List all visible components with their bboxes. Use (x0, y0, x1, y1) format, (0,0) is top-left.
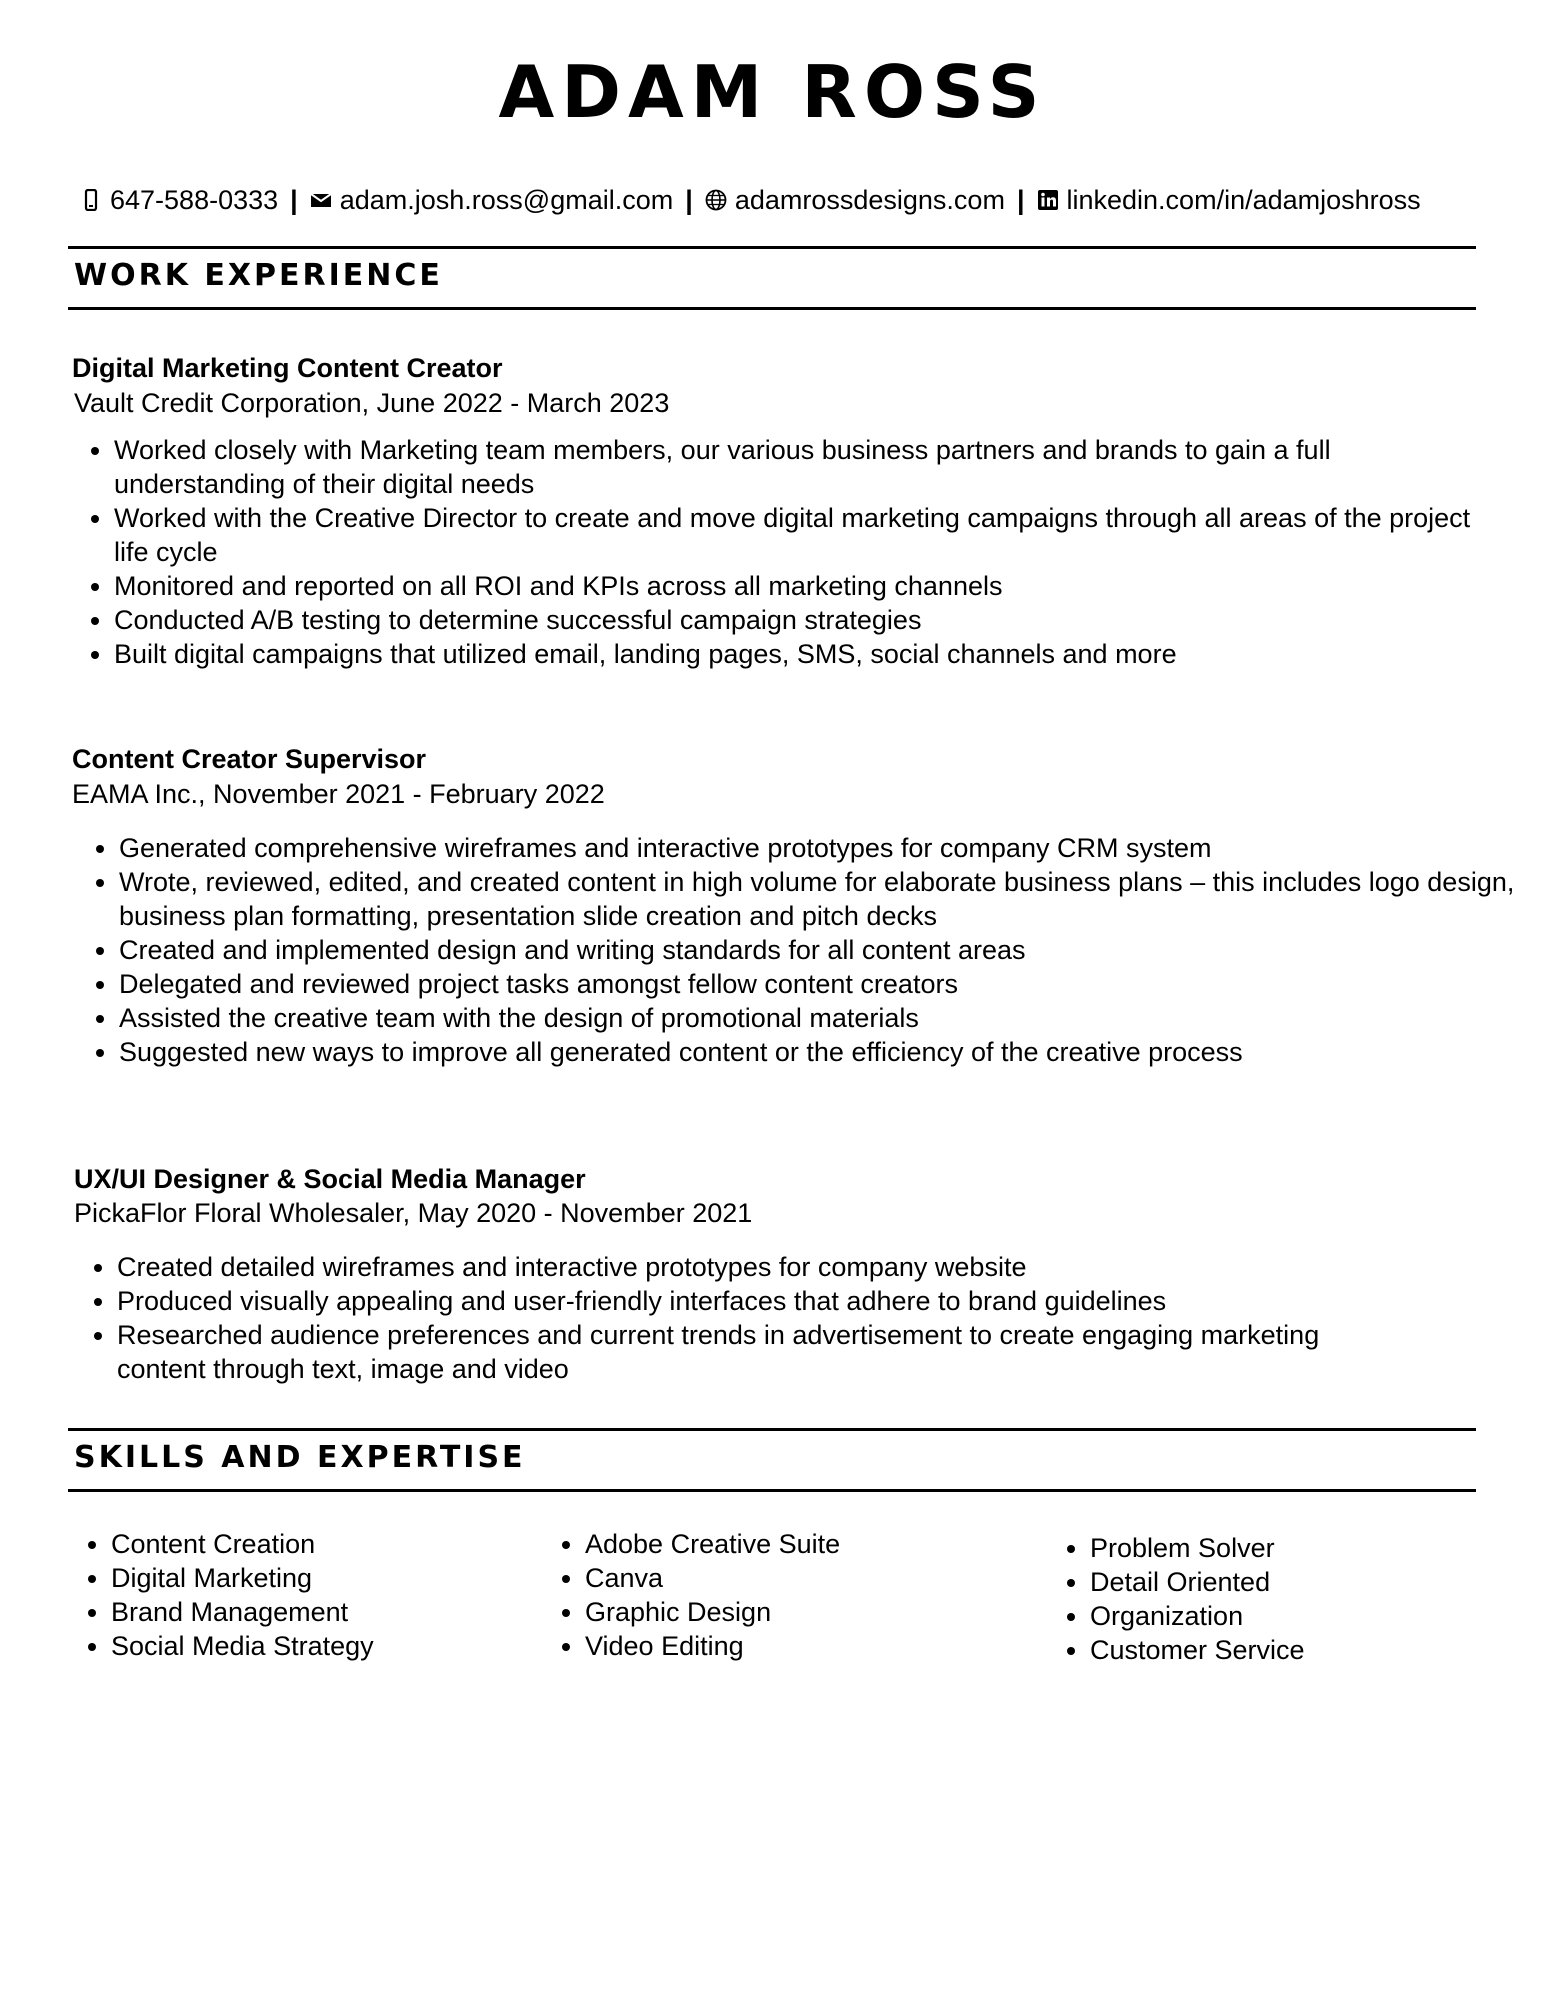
job-bullets (79, 831, 1519, 1069)
list-item: • Monitored and reported on all ROI and KPIs across all marketing channels (114, 569, 1494, 603)
linkedin-icon (1037, 189, 1059, 211)
list-item: • Researched audience preferences and current trends in advertisement to create engaging marketing content through text, image and video (117, 1318, 1407, 1386)
section-divider (68, 307, 1476, 310)
list-item: • Conducted A/B testing to determine successful campaign strategies (114, 603, 1494, 637)
skills-column-2 (545, 1527, 1005, 1663)
skills-column-3 (1050, 1531, 1510, 1667)
phone-text: 647-588-0333 (110, 184, 279, 215)
skill-item: • Graphic Design (585, 1595, 1005, 1629)
contact-website (705, 185, 1005, 216)
separator: | (685, 184, 693, 215)
skill-item: • Adobe Creative Suite (585, 1527, 1005, 1561)
skill-item: • Video Editing (585, 1629, 1005, 1663)
section-divider (68, 1428, 1476, 1431)
list-item: • Worked with the Creative Director to create and move digital marketing campaigns through all areas of the project life cycle (114, 501, 1494, 569)
skills-column-1 (71, 1527, 531, 1663)
phone-icon (80, 189, 102, 211)
section-divider (68, 246, 1476, 249)
skill-item: • Canva (585, 1561, 1005, 1595)
mail-icon (310, 189, 332, 211)
list-item: • Worked closely with Marketing team members, our various business partners and brands to gain a full understanding of their digital needs (114, 433, 1494, 501)
section-title-work: WORK EXPERIENCE (74, 258, 443, 293)
list-item: • Wrote, reviewed, edited, and created content in high volume for elaborate business plans – this includes logo design, business plan formatting, presentation slide creation and pitch decks (119, 865, 1519, 933)
linkedin-link[interactable]: linkedin.com/in/adamjoshross (1066, 184, 1421, 215)
job-bullets (77, 1250, 1407, 1386)
skill-item: • Brand Management (111, 1595, 531, 1629)
candidate-name: ADAM ROSS (498, 50, 1047, 134)
job-company-dates: Vault Credit Corporation, June 2022 - March 2023 (74, 388, 670, 418)
globe-icon (705, 189, 727, 211)
skill-item: • Digital Marketing (111, 1561, 531, 1595)
separator: | (1016, 184, 1025, 215)
skill-item: • Customer Service (1090, 1633, 1510, 1667)
skill-item: • Detail Oriented (1090, 1565, 1510, 1599)
list-item: • Generated comprehensive wireframes and interactive prototypes for company CRM system (119, 831, 1519, 865)
job-title: Digital Marketing Content Creator (72, 353, 503, 383)
job-title: Content Creator Supervisor (72, 744, 427, 774)
list-item: • Delegated and reviewed project tasks amongst fellow content creators (119, 967, 1519, 1001)
skill-item: • Organization (1090, 1599, 1510, 1633)
list-item: • Created and implemented design and writing standards for all content areas (119, 933, 1519, 967)
job-company-dates: PickaFlor Floral Wholesaler, May 2020 - November 2021 (74, 1198, 753, 1228)
section-title-skills: SKILLS AND EXPERTISE (74, 1440, 526, 1475)
list-item: • Assisted the creative team with the design of promotional materials (119, 1001, 1519, 1035)
contact-bar (80, 180, 1480, 220)
contact-linkedin (1037, 185, 1421, 216)
job-title: UX/UI Designer & Social Media Manager (74, 1164, 586, 1194)
separator: | (290, 184, 298, 215)
contact-email (310, 185, 674, 216)
job-bullets (74, 433, 1494, 671)
skill-item: • Social Media Strategy (111, 1629, 531, 1663)
list-item: • Suggested new ways to improve all generated content or the efficiency of the creative process (119, 1035, 1519, 1069)
job-company-dates: EAMA Inc., November 2021 - February 2022 (72, 779, 605, 809)
website-link[interactable]: adamrossdesigns.com (734, 184, 1005, 215)
section-divider (68, 1489, 1476, 1492)
skill-item: • Problem Solver (1090, 1531, 1510, 1565)
email-link[interactable]: adam.josh.ross@gmail.com (339, 184, 674, 215)
contact-phone (80, 185, 278, 216)
list-item: • Produced visually appealing and user-friendly interfaces that adhere to brand guidelines (117, 1284, 1407, 1318)
list-item: • Created detailed wireframes and interactive prototypes for company website (117, 1250, 1407, 1284)
skill-item: • Content Creation (111, 1527, 531, 1561)
list-item: • Built digital campaigns that utilized email, landing pages, SMS, social channels and more (114, 637, 1494, 671)
